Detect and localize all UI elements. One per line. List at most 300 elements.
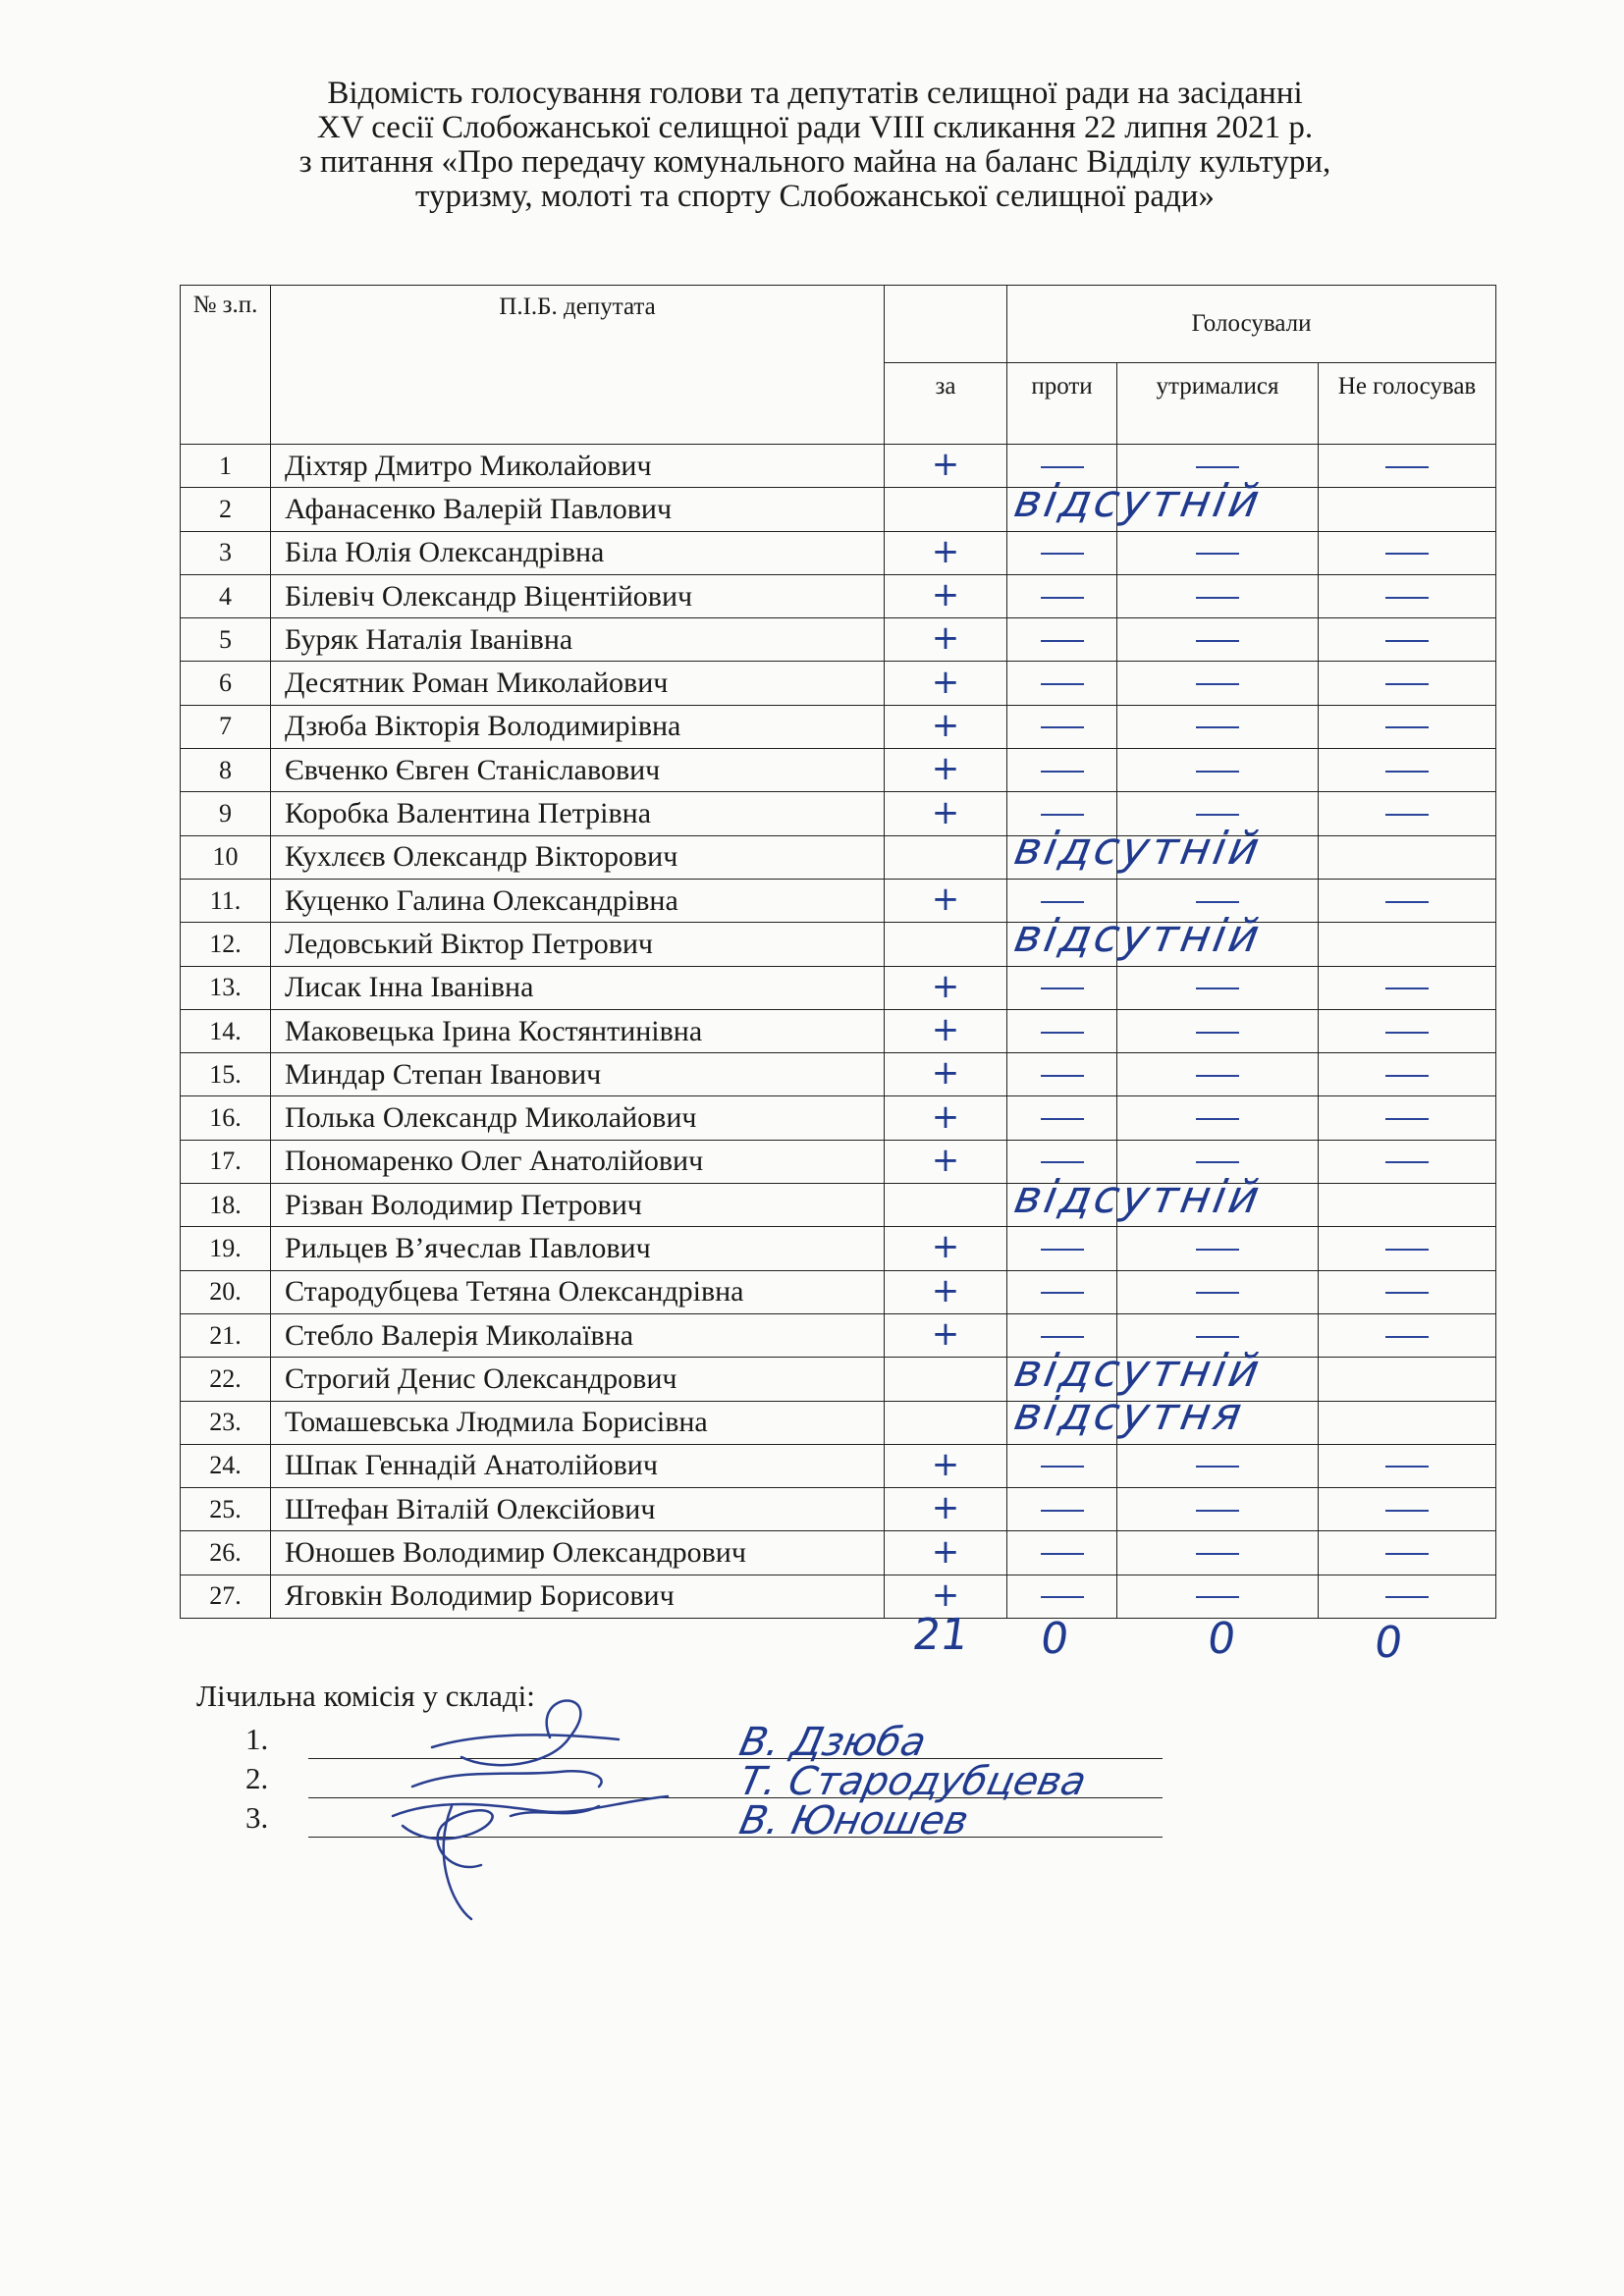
row-number: 7	[181, 705, 271, 748]
dash-mark	[1041, 1161, 1084, 1163]
dash-mark	[1041, 1032, 1084, 1034]
deputy-name: Пономаренко Олег Анатолійович	[271, 1140, 885, 1183]
table-row	[181, 792, 1496, 835]
dash-mark	[1041, 1596, 1084, 1598]
vote-against-cell	[1007, 1053, 1117, 1096]
vote-against-cell	[1007, 705, 1117, 748]
vote-not-voted-cell	[1319, 1401, 1496, 1444]
header-not-voted: Не голосував	[1319, 363, 1496, 445]
row-number: 17.	[181, 1140, 271, 1183]
deputy-name: Різван Володимир Петрович	[271, 1184, 885, 1227]
vote-for-cell	[885, 488, 1007, 531]
vote-abstained-cell	[1117, 792, 1319, 835]
table-row	[181, 1313, 1496, 1357]
vote-against-cell	[1007, 792, 1117, 835]
vote-abstained-cell	[1117, 531, 1319, 574]
vote-against-cell	[1007, 574, 1117, 617]
absent-note: відсутній	[1009, 1169, 1267, 1223]
absent-note: відсутній	[1009, 822, 1267, 876]
vote-abstained-cell	[1117, 1401, 1319, 1444]
deputy-name: Полька Олександр Миколайович	[271, 1096, 885, 1140]
row-number: 21.	[181, 1313, 271, 1357]
table-row	[181, 488, 1496, 531]
vote-not-voted-cell	[1319, 1184, 1496, 1227]
deputy-name: Юношев Володимир Олександрович	[271, 1531, 885, 1575]
deputy-name: Лисак Інна Іванівна	[271, 966, 885, 1009]
row-number: 18.	[181, 1184, 271, 1227]
plus-mark: +	[931, 1444, 960, 1484]
member-name: В. Дзюба	[734, 1720, 930, 1765]
dash-mark	[1196, 1336, 1239, 1338]
vote-against-cell	[1007, 1270, 1117, 1313]
vote-not-voted-cell	[1319, 1053, 1496, 1096]
vote-against-cell	[1007, 1401, 1117, 1444]
deputy-name: Шпак Геннадій Анатолійович	[271, 1444, 885, 1487]
vote-for-cell	[885, 1444, 1007, 1487]
document-title	[177, 77, 1453, 214]
dash-mark	[1385, 683, 1429, 685]
header-blank	[885, 286, 1007, 363]
absent-note: відсутній	[1009, 908, 1267, 962]
header-abstained: утрималися	[1117, 363, 1319, 445]
vote-not-voted-cell	[1319, 1488, 1496, 1531]
vote-abstained-cell	[1117, 1488, 1319, 1531]
dash-mark	[1041, 901, 1084, 903]
vote-abstained-cell	[1117, 618, 1319, 662]
deputy-name: Стародубцева Тетяна Олександрівна	[271, 1270, 885, 1313]
commission-member-3	[196, 1798, 1163, 1843]
dash-mark	[1041, 814, 1084, 816]
vote-abstained-cell	[1117, 835, 1319, 879]
table-row	[181, 618, 1496, 662]
vote-abstained-cell	[1117, 445, 1319, 488]
vote-against-cell	[1007, 1488, 1117, 1531]
row-number: 11.	[181, 879, 271, 922]
vote-for-cell	[885, 792, 1007, 835]
deputy-name: Стебло Валерія Миколаївна	[271, 1313, 885, 1357]
vote-against-cell	[1007, 1444, 1117, 1487]
dash-mark	[1196, 1075, 1239, 1077]
vote-for-cell	[885, 1009, 1007, 1052]
vote-abstained-cell	[1117, 966, 1319, 1009]
dash-mark	[1385, 1292, 1429, 1294]
deputy-name: Біла Юлія Олександрівна	[271, 531, 885, 574]
commission-title: Лічильна комісія у складі:	[196, 1679, 535, 1713]
table-row	[181, 574, 1496, 617]
title-line-2: XV сесії Слобожанської селищної ради VIII скликання 22 липня 2021 р.	[316, 110, 1314, 145]
dash-mark	[1196, 1032, 1239, 1034]
vote-against-cell	[1007, 1358, 1117, 1401]
vote-abstained-cell	[1117, 1009, 1319, 1052]
vote-against-cell	[1007, 1096, 1117, 1140]
vote-abstained-cell	[1117, 488, 1319, 531]
plus-mark: +	[931, 749, 960, 789]
vote-not-voted-cell	[1319, 835, 1496, 879]
absent-note: відсутня	[1009, 1387, 1249, 1441]
dash-mark	[1385, 1596, 1429, 1598]
table-row	[181, 705, 1496, 748]
table-row	[181, 1009, 1496, 1052]
vote-for-cell	[885, 1096, 1007, 1140]
dash-mark	[1385, 1161, 1429, 1163]
dash-mark	[1196, 771, 1239, 773]
vote-not-voted-cell	[1319, 1009, 1496, 1052]
vote-against-cell	[1007, 1227, 1117, 1270]
vote-for-cell	[885, 618, 1007, 662]
table-row	[181, 445, 1496, 488]
plus-mark: +	[931, 445, 960, 485]
vote-not-voted-cell	[1319, 966, 1496, 1009]
dash-mark	[1196, 1292, 1239, 1294]
vote-abstained-cell	[1117, 1227, 1319, 1270]
plus-mark: +	[931, 531, 960, 571]
row-number: 8	[181, 749, 271, 792]
row-number: 4	[181, 574, 271, 617]
row-number: 6	[181, 662, 271, 705]
member-number: 2.	[245, 1761, 269, 1795]
vote-not-voted-cell	[1319, 923, 1496, 966]
deputy-name: Десятник Роман Миколайович	[271, 662, 885, 705]
dash-mark	[1196, 1466, 1239, 1468]
dash-mark	[1041, 553, 1084, 555]
total-abstained: 0	[1204, 1614, 1239, 1664]
vote-not-voted-cell	[1319, 1270, 1496, 1313]
vote-not-voted-cell	[1319, 488, 1496, 531]
row-number: 27.	[181, 1575, 271, 1618]
vote-not-voted-cell	[1319, 1358, 1496, 1401]
vote-against-cell	[1007, 1140, 1117, 1183]
plus-mark: +	[931, 1314, 960, 1355]
plus-mark: +	[931, 1531, 960, 1572]
row-number: 14.	[181, 1009, 271, 1052]
vote-against-cell	[1007, 1009, 1117, 1052]
dash-mark	[1041, 1292, 1084, 1294]
deputy-name: Ледовський Віктор Петрович	[271, 923, 885, 966]
vote-for-cell	[885, 1227, 1007, 1270]
deputy-name: Коробка Валентина Петрівна	[271, 792, 885, 835]
table-row	[181, 835, 1496, 879]
vote-against-cell	[1007, 966, 1117, 1009]
row-number: 15.	[181, 1053, 271, 1096]
deputy-name: Білевіч Олександр Віцентійович	[271, 574, 885, 617]
deputy-name: Штефан Віталій Олексійович	[271, 1488, 885, 1531]
vote-against-cell	[1007, 445, 1117, 488]
dash-mark	[1385, 1553, 1429, 1555]
plus-mark: +	[931, 662, 960, 702]
vote-not-voted-cell	[1319, 662, 1496, 705]
vote-abstained-cell	[1117, 662, 1319, 705]
vote-for-cell	[885, 1053, 1007, 1096]
dash-mark	[1385, 1249, 1429, 1251]
vote-abstained-cell	[1117, 1531, 1319, 1575]
dash-mark	[1041, 1118, 1084, 1120]
table-row	[181, 923, 1496, 966]
dash-mark	[1041, 597, 1084, 599]
vote-not-voted-cell	[1319, 618, 1496, 662]
row-number: 10	[181, 835, 271, 879]
dash-mark	[1385, 814, 1429, 816]
plus-mark: +	[931, 575, 960, 615]
table-row	[181, 662, 1496, 705]
dash-mark	[1196, 1553, 1239, 1555]
vote-for-cell	[885, 835, 1007, 879]
dash-mark	[1041, 1510, 1084, 1512]
signature-line	[308, 1798, 1163, 1843]
member-name: В. Юношев	[734, 1798, 973, 1843]
vote-abstained-cell	[1117, 705, 1319, 748]
header-for: за	[885, 363, 1007, 445]
member-number: 3.	[245, 1800, 269, 1835]
dash-mark	[1041, 466, 1084, 468]
vote-for-cell	[885, 1313, 1007, 1357]
deputy-name: Строгий Денис Олександрович	[271, 1358, 885, 1401]
dash-mark	[1196, 1249, 1239, 1251]
plus-mark: +	[931, 1096, 960, 1137]
dash-mark	[1041, 988, 1084, 989]
dash-mark	[1196, 901, 1239, 903]
total-for: 21	[909, 1610, 972, 1660]
dash-mark	[1041, 640, 1084, 642]
plus-mark: +	[931, 1140, 960, 1180]
vote-for-cell	[885, 1184, 1007, 1227]
table-row	[181, 1358, 1496, 1401]
vote-against-cell	[1007, 923, 1117, 966]
row-number: 22.	[181, 1358, 271, 1401]
dash-mark	[1196, 597, 1239, 599]
table-row	[181, 531, 1496, 574]
vote-not-voted-cell	[1319, 705, 1496, 748]
deputy-name: Миндар Степан Іванович	[271, 1053, 885, 1096]
deputy-name: Афанасенко Валерій Павлович	[271, 488, 885, 531]
vote-for-cell	[885, 879, 1007, 922]
row-number: 1	[181, 445, 271, 488]
deputy-name: Яговкін Володимир Борисович	[271, 1575, 885, 1618]
vote-for-cell	[885, 1358, 1007, 1401]
deputy-name: Буряк Наталія Іванівна	[271, 618, 885, 662]
vote-for-cell	[885, 531, 1007, 574]
vote-abstained-cell	[1117, 1140, 1319, 1183]
dash-mark	[1385, 988, 1429, 989]
deputy-name: Євченко Євген Станіславович	[271, 749, 885, 792]
dash-mark	[1196, 1118, 1239, 1120]
row-number: 19.	[181, 1227, 271, 1270]
vote-abstained-cell	[1117, 923, 1319, 966]
table-row	[181, 1270, 1496, 1313]
table-row	[181, 1053, 1496, 1096]
vote-totals	[884, 1610, 1434, 1669]
vote-not-voted-cell	[1319, 1227, 1496, 1270]
table-row	[181, 1227, 1496, 1270]
dash-mark	[1385, 553, 1429, 555]
dash-mark	[1196, 988, 1239, 989]
dash-mark	[1041, 771, 1084, 773]
vote-for-cell	[885, 1140, 1007, 1183]
vote-not-voted-cell	[1319, 1531, 1496, 1575]
vote-for-cell	[885, 749, 1007, 792]
table-row	[181, 879, 1496, 922]
signature-line	[308, 1720, 1163, 1765]
dash-mark	[1385, 1075, 1429, 1077]
row-number: 13.	[181, 966, 271, 1009]
dash-mark	[1041, 726, 1084, 728]
row-number: 16.	[181, 1096, 271, 1140]
plus-mark: +	[931, 1575, 960, 1615]
commission-member-2	[196, 1759, 1163, 1804]
vote-abstained-cell	[1117, 879, 1319, 922]
row-number: 5	[181, 618, 271, 662]
vote-abstained-cell	[1117, 1053, 1319, 1096]
row-number: 2	[181, 488, 271, 531]
deputy-name: Діхтяр Дмитро Миколайович	[271, 445, 885, 488]
plus-mark: +	[931, 1010, 960, 1049]
header-deputy-name: П.І.Б. депутата	[271, 286, 885, 445]
dash-mark	[1041, 683, 1084, 685]
title-line-4: туризму, молоті та спорту Слобожанської селищної ради»	[415, 179, 1215, 214]
plus-mark: +	[931, 880, 960, 920]
plus-mark: +	[931, 792, 960, 832]
absent-note: відсутній	[1009, 1343, 1267, 1397]
vote-not-voted-cell	[1319, 531, 1496, 574]
vote-not-voted-cell	[1319, 445, 1496, 488]
table-row	[181, 1401, 1496, 1444]
deputy-name: Дзюба Вікторія Володимирівна	[271, 705, 885, 748]
dash-mark	[1385, 771, 1429, 773]
table-row	[181, 966, 1496, 1009]
dash-mark	[1196, 640, 1239, 642]
vote-against-cell	[1007, 618, 1117, 662]
dash-mark	[1196, 1596, 1239, 1598]
deputy-name: Кухлєєв Олександр Вікторович	[271, 835, 885, 879]
vote-not-voted-cell	[1319, 879, 1496, 922]
vote-against-cell	[1007, 835, 1117, 879]
vote-abstained-cell	[1117, 1096, 1319, 1140]
title-line-3: з питання «Про передачу комунального майна на баланс Відділу культури,	[298, 144, 1331, 180]
vote-abstained-cell	[1117, 1358, 1319, 1401]
signature-line	[308, 1759, 1163, 1804]
title-line-1: Відомість голосування голови та депутатів селищної ради на засіданні	[327, 76, 1303, 111]
plus-mark: +	[931, 1270, 960, 1310]
dash-mark	[1385, 466, 1429, 468]
plus-mark: +	[931, 1053, 960, 1094]
member-number: 1.	[245, 1722, 269, 1756]
dash-mark	[1385, 1510, 1429, 1512]
vote-abstained-cell	[1117, 574, 1319, 617]
dash-mark	[1196, 466, 1239, 468]
total-not-voted: 0	[1371, 1618, 1406, 1668]
dash-mark	[1196, 814, 1239, 816]
dash-mark	[1385, 1118, 1429, 1120]
row-number: 3	[181, 531, 271, 574]
table-row	[181, 1531, 1496, 1575]
header-number: № з.п.	[181, 286, 271, 445]
vote-abstained-cell	[1117, 1313, 1319, 1357]
deputy-name: Куценко Галина Олександрівна	[271, 879, 885, 922]
row-number: 24.	[181, 1444, 271, 1487]
plus-mark: +	[931, 1227, 960, 1267]
dash-mark	[1385, 1032, 1429, 1034]
dash-mark	[1196, 553, 1239, 555]
vote-for-cell	[885, 923, 1007, 966]
row-number: 20.	[181, 1270, 271, 1313]
dash-mark	[1385, 901, 1429, 903]
vote-abstained-cell	[1117, 1184, 1319, 1227]
row-number: 23.	[181, 1401, 271, 1444]
dash-mark	[1385, 597, 1429, 599]
dash-mark	[1385, 726, 1429, 728]
dash-mark	[1196, 1510, 1239, 1512]
vote-for-cell	[885, 1488, 1007, 1531]
table-row	[181, 1096, 1496, 1140]
counting-commission	[196, 1679, 1163, 1843]
table-row	[181, 749, 1496, 792]
row-number: 25.	[181, 1488, 271, 1531]
dash-mark	[1041, 1075, 1084, 1077]
header-voted: Голосували	[1007, 286, 1496, 363]
vote-against-cell	[1007, 1313, 1117, 1357]
table-row	[181, 1184, 1496, 1227]
vote-for-cell	[885, 1270, 1007, 1313]
deputy-name: Томашевська Людмила Борисівна	[271, 1401, 885, 1444]
voting-table	[180, 285, 1496, 1619]
vote-against-cell	[1007, 749, 1117, 792]
total-against: 0	[1037, 1614, 1072, 1664]
member-name: Т. Стародубцева	[734, 1759, 1091, 1804]
table-row	[181, 1140, 1496, 1183]
row-number: 26.	[181, 1531, 271, 1575]
vote-not-voted-cell	[1319, 749, 1496, 792]
vote-for-cell	[885, 1401, 1007, 1444]
vote-against-cell	[1007, 1184, 1117, 1227]
vote-not-voted-cell	[1319, 1444, 1496, 1487]
vote-not-voted-cell	[1319, 1313, 1496, 1357]
header-against: проти	[1007, 363, 1117, 445]
vote-against-cell	[1007, 488, 1117, 531]
vote-for-cell	[885, 445, 1007, 488]
table-row	[181, 1444, 1496, 1487]
vote-for-cell	[885, 966, 1007, 1009]
dash-mark	[1041, 1336, 1084, 1338]
dash-mark	[1385, 640, 1429, 642]
dash-mark	[1041, 1249, 1084, 1251]
vote-for-cell	[885, 574, 1007, 617]
vote-against-cell	[1007, 879, 1117, 922]
plus-mark: +	[931, 618, 960, 659]
vote-against-cell	[1007, 662, 1117, 705]
row-number: 9	[181, 792, 271, 835]
dash-mark	[1385, 1336, 1429, 1338]
dash-mark	[1196, 683, 1239, 685]
commission-member-1	[196, 1720, 1163, 1765]
dash-mark	[1385, 1466, 1429, 1468]
vote-not-voted-cell	[1319, 574, 1496, 617]
vote-not-voted-cell	[1319, 1140, 1496, 1183]
vote-for-cell	[885, 662, 1007, 705]
vote-abstained-cell	[1117, 1444, 1319, 1487]
absent-note: відсутній	[1009, 473, 1267, 527]
table-row	[181, 1488, 1496, 1531]
deputy-name: Рильцев В’ячеслав Павлович	[271, 1227, 885, 1270]
row-number: 12.	[181, 923, 271, 966]
vote-abstained-cell	[1117, 1270, 1319, 1313]
dash-mark	[1041, 1466, 1084, 1468]
dash-mark	[1196, 1161, 1239, 1163]
plus-mark: +	[931, 1488, 960, 1528]
deputy-name: Маковецька Ірина Костянтинівна	[271, 1009, 885, 1052]
vote-not-voted-cell	[1319, 1096, 1496, 1140]
vote-abstained-cell	[1117, 749, 1319, 792]
plus-mark: +	[931, 705, 960, 745]
vote-for-cell	[885, 1531, 1007, 1575]
